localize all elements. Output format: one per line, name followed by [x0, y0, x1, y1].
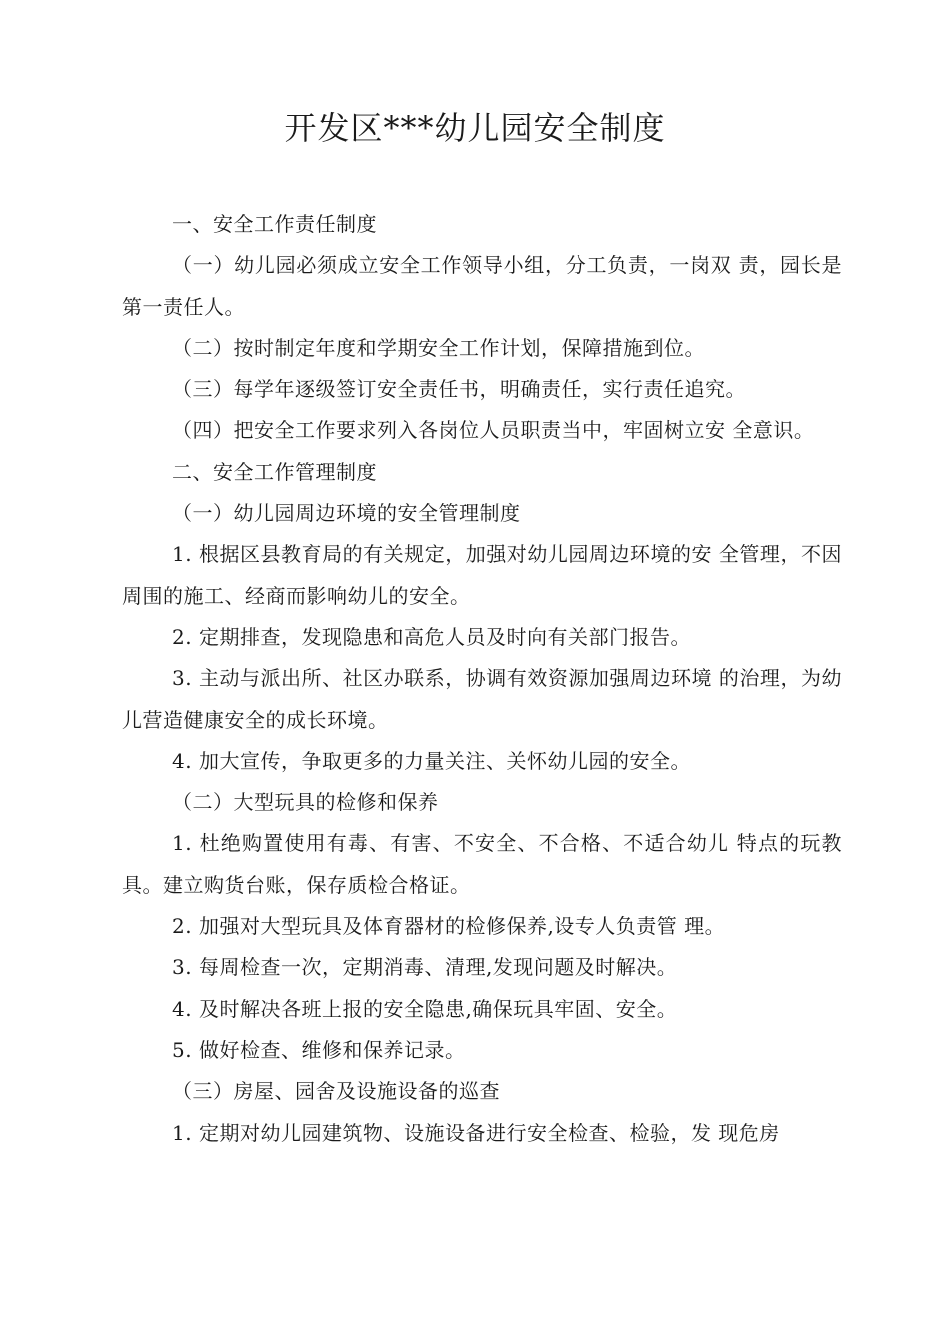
paragraph: （四）把安全工作要求列入各岗位人员职责当中，牢固树立安 全意识。 — [172, 418, 815, 443]
paragraph: （二）按时制定年度和学期安全工作计划，保障措施到位。 — [172, 335, 705, 360]
paragraph: 3. 主动与派出所、社区办联系，协调有效资源加强周边环境 的治理，为幼儿营造健康安全的成长环境。 — [122, 666, 842, 732]
paragraph: 2. 加强对大型玩具及体育器材的检修保养,设专人负责管 理。 — [172, 914, 726, 939]
section-heading: 二、安全工作管理制度 — [172, 459, 377, 484]
document-body — [122, 204, 842, 1154]
paragraph: 1. 杜绝购置使用有毒、有害、不安全、不合格、不适合幼儿 特点的玩教具。建立购货台账，保存质检合格证。 — [122, 831, 842, 897]
paragraph: 5. 做好检查、维修和保养记录。 — [172, 1037, 466, 1062]
paragraph: 2. 定期排查，发现隐患和高危人员及时向有关部门报告。 — [172, 624, 691, 649]
paragraph: （一）幼儿园必须成立安全工作领导小组，分工负责，一岗双 责，园长是第一责任人。 — [122, 253, 842, 319]
subsection-heading: （三）房屋、园舍及设施设备的巡查 — [172, 1079, 500, 1104]
paragraph: （三）每学年逐级签订安全责任书，明确责任，实行责任追究。 — [172, 377, 746, 402]
section-heading: 一、安全工作责任制度 — [172, 212, 377, 236]
document-title: 开发区***幼儿园安全制度 — [284, 109, 666, 147]
subsection-heading: （二）大型玩具的检修和保养 — [172, 790, 439, 815]
subsection-heading: （一）幼儿园周边环境的安全管理制度 — [172, 501, 521, 526]
paragraph: 4. 及时解决各班上报的安全隐患,确保玩具牢固、安全。 — [172, 996, 678, 1021]
paragraph: 3. 每周检查一次，定期消毒、清理,发现问题及时解决。 — [172, 955, 678, 980]
paragraph: 1. 根据区县教育局的有关规定，加强对幼儿园周边环境的安 全管理，不因周围的施工、经商而影响幼儿的安全。 — [122, 542, 842, 608]
paragraph: 4. 加大宣传，争取更多的力量关注、关怀幼儿园的安全。 — [172, 748, 691, 773]
paragraph: 1. 定期对幼儿园建筑物、设施设备进行安全检查、检验，发 现危房 — [172, 1120, 780, 1145]
